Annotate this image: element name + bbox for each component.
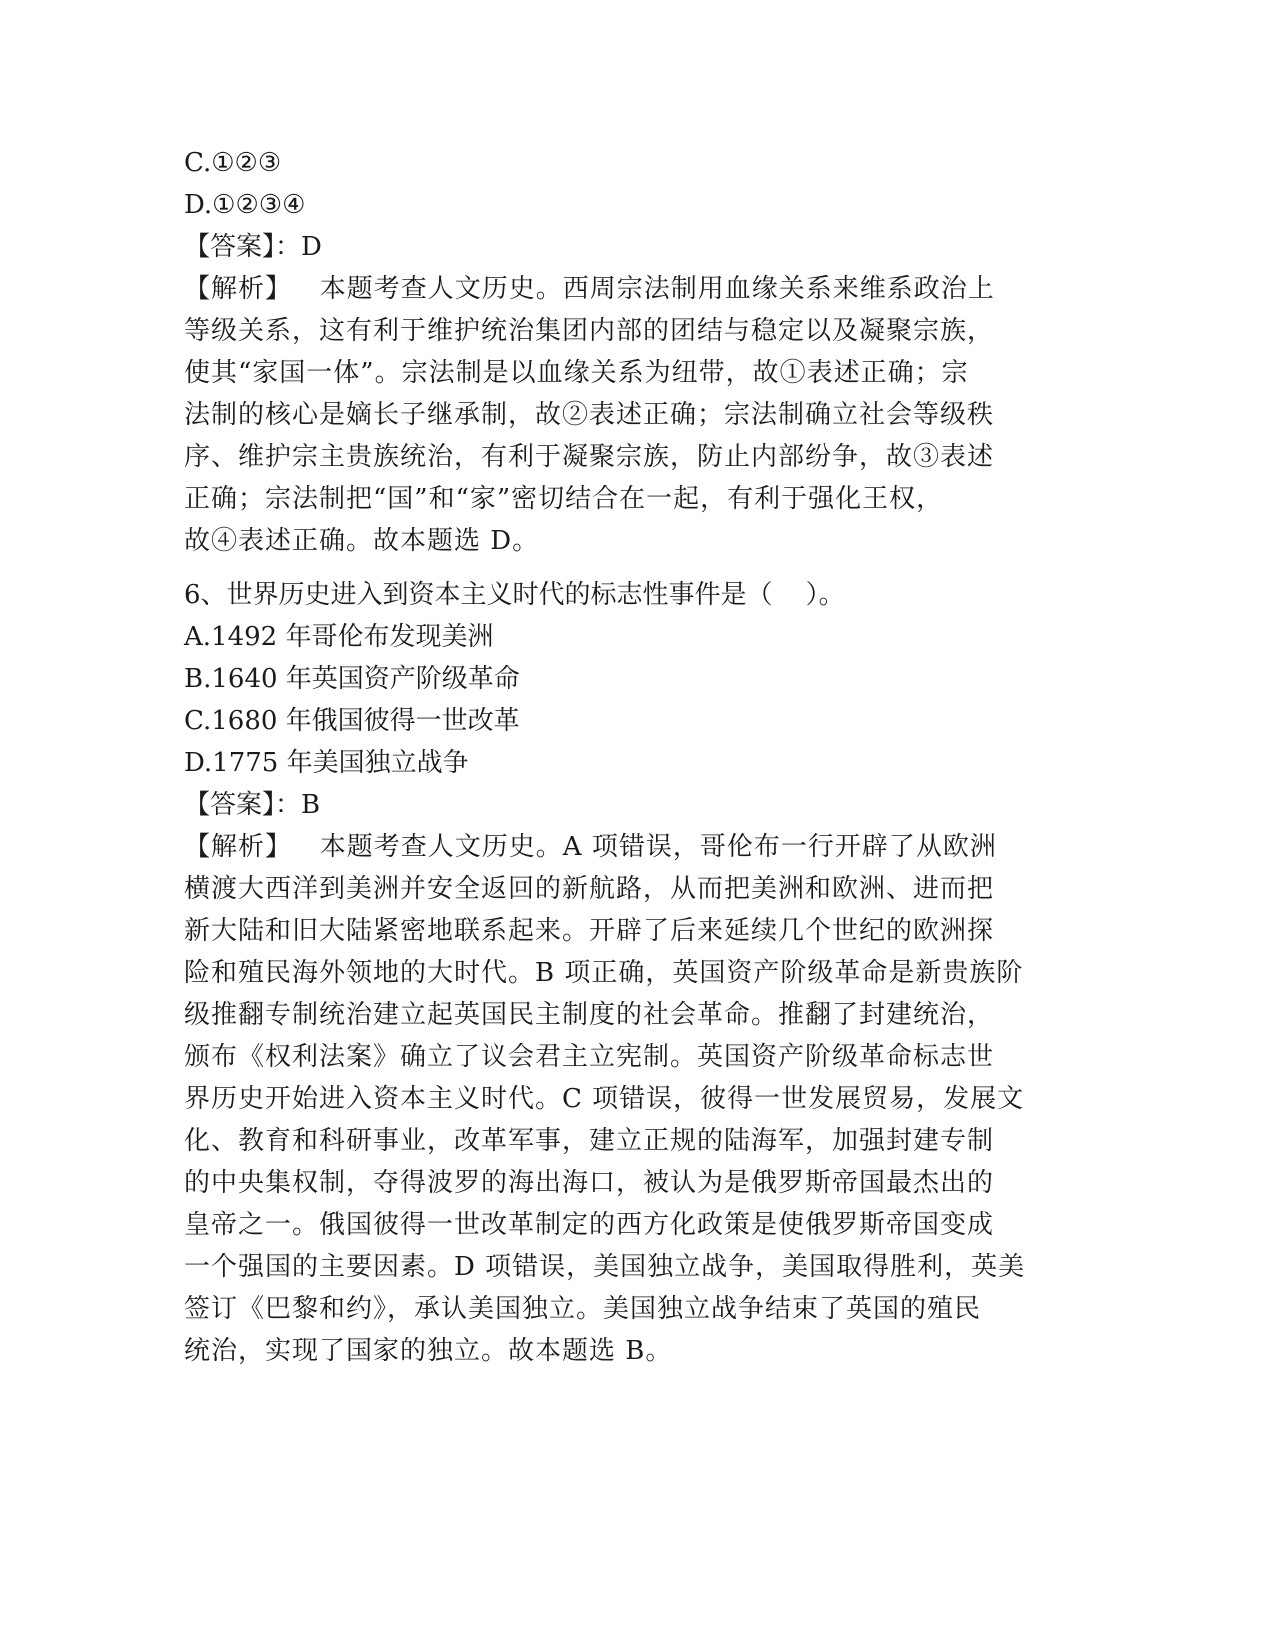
q6-option-a: A.1492 年哥伦布发现美洲 bbox=[184, 622, 494, 652]
q5-analysis-line: 故④表述正确。故本题选 D。 bbox=[184, 526, 540, 556]
q6-analysis-line: 皇帝之一。俄国彼得一世改革制定的西方化政策是使俄罗斯帝国变成 bbox=[184, 1210, 995, 1240]
q6-analysis-line: 化、教育和科研事业，改革军事，建立正规的陆海军，加强封建专制 bbox=[184, 1126, 995, 1156]
q6-analysis bbox=[184, 826, 1084, 1372]
q6-answer: 【答案】：B bbox=[184, 790, 321, 820]
page-content bbox=[184, 142, 1084, 1372]
q5-analysis-line: 正确；宗法制把“国”和“家”密切结合在一起，有利于强化王权， bbox=[184, 484, 944, 514]
question-gap bbox=[184, 562, 1084, 574]
q6-question: 6、世界历史进入到资本主义时代的标志性事件是（ ）。 bbox=[184, 580, 845, 610]
q5-analysis-line: 【解析】 本题考查人文历史。西周宗法制用血缘关系来维系政治上 bbox=[184, 274, 995, 304]
q6-analysis-line: 一个强国的主要因素。D 项错误，美国独立战争，美国取得胜利，英美 bbox=[184, 1252, 1026, 1282]
q6-analysis-line: 签订《巴黎和约》，承认美国独立。美国独立战争结束了英国的殖民 bbox=[184, 1294, 982, 1324]
q5-analysis-line: 使其“家国一体”。宗法制是以血缘关系为纽带，故①表述正确；宗 bbox=[184, 358, 969, 388]
q5-option-c: C.①②③ bbox=[184, 148, 282, 178]
q5-analysis bbox=[184, 268, 1084, 562]
q6-analysis-line: 【解析】 本题考查人文历史。A 项错误，哥伦布一行开辟了从欧洲 bbox=[184, 832, 997, 862]
q5-options bbox=[184, 142, 1084, 226]
q5-option-d: D.①②③④ bbox=[184, 190, 306, 220]
q6-option-c: C.1680 年俄国彼得一世改革 bbox=[184, 706, 520, 736]
q6-analysis-line: 颁布《权利法案》确立了议会君主立宪制。英国资产阶级革命标志世 bbox=[184, 1042, 995, 1072]
q5-answer: 【答案】：D bbox=[184, 232, 322, 262]
q6-option-b: B.1640 年英国资产阶级革命 bbox=[184, 664, 520, 694]
q6-analysis-line: 界历史开始进入资本主义时代。C 项错误，彼得一世发展贸易，发展文 bbox=[184, 1084, 1025, 1114]
q5-analysis-line: 等级关系，这有利于维护统治集团内部的团结与稳定以及凝聚宗族， bbox=[184, 316, 995, 346]
q5-analysis-line: 序、维护宗主贵族统治，有利于凝聚宗族，防止内部纷争，故③表述 bbox=[184, 442, 995, 472]
q6-analysis-line: 横渡大西洋到美洲并安全返回的新航路，从而把美洲和欧洲、进而把 bbox=[184, 874, 995, 904]
q6-analysis-line: 级推翻专制统治建立起英国民主制度的社会革命。推翻了封建统治， bbox=[184, 1000, 995, 1030]
q6-options bbox=[184, 616, 1084, 784]
q6-analysis-line: 统治，实现了国家的独立。故本题选 B。 bbox=[184, 1336, 673, 1366]
q5-analysis-line: 法制的核心是嫡长子继承制，故②表述正确；宗法制确立社会等级秩 bbox=[184, 400, 995, 430]
q6-analysis-line: 新大陆和旧大陆紧密地联系起来。开辟了后来延续几个世纪的欧洲探 bbox=[184, 916, 995, 946]
q6-analysis-line: 的中央集权制，夺得波罗的海出海口，被认为是俄罗斯帝国最杰出的 bbox=[184, 1168, 995, 1198]
q6-option-d: D.1775 年美国独立战争 bbox=[184, 748, 469, 778]
q6-analysis-line: 险和殖民海外领地的大时代。B 项正确，英国资产阶级革命是新贵族阶 bbox=[184, 958, 1024, 988]
